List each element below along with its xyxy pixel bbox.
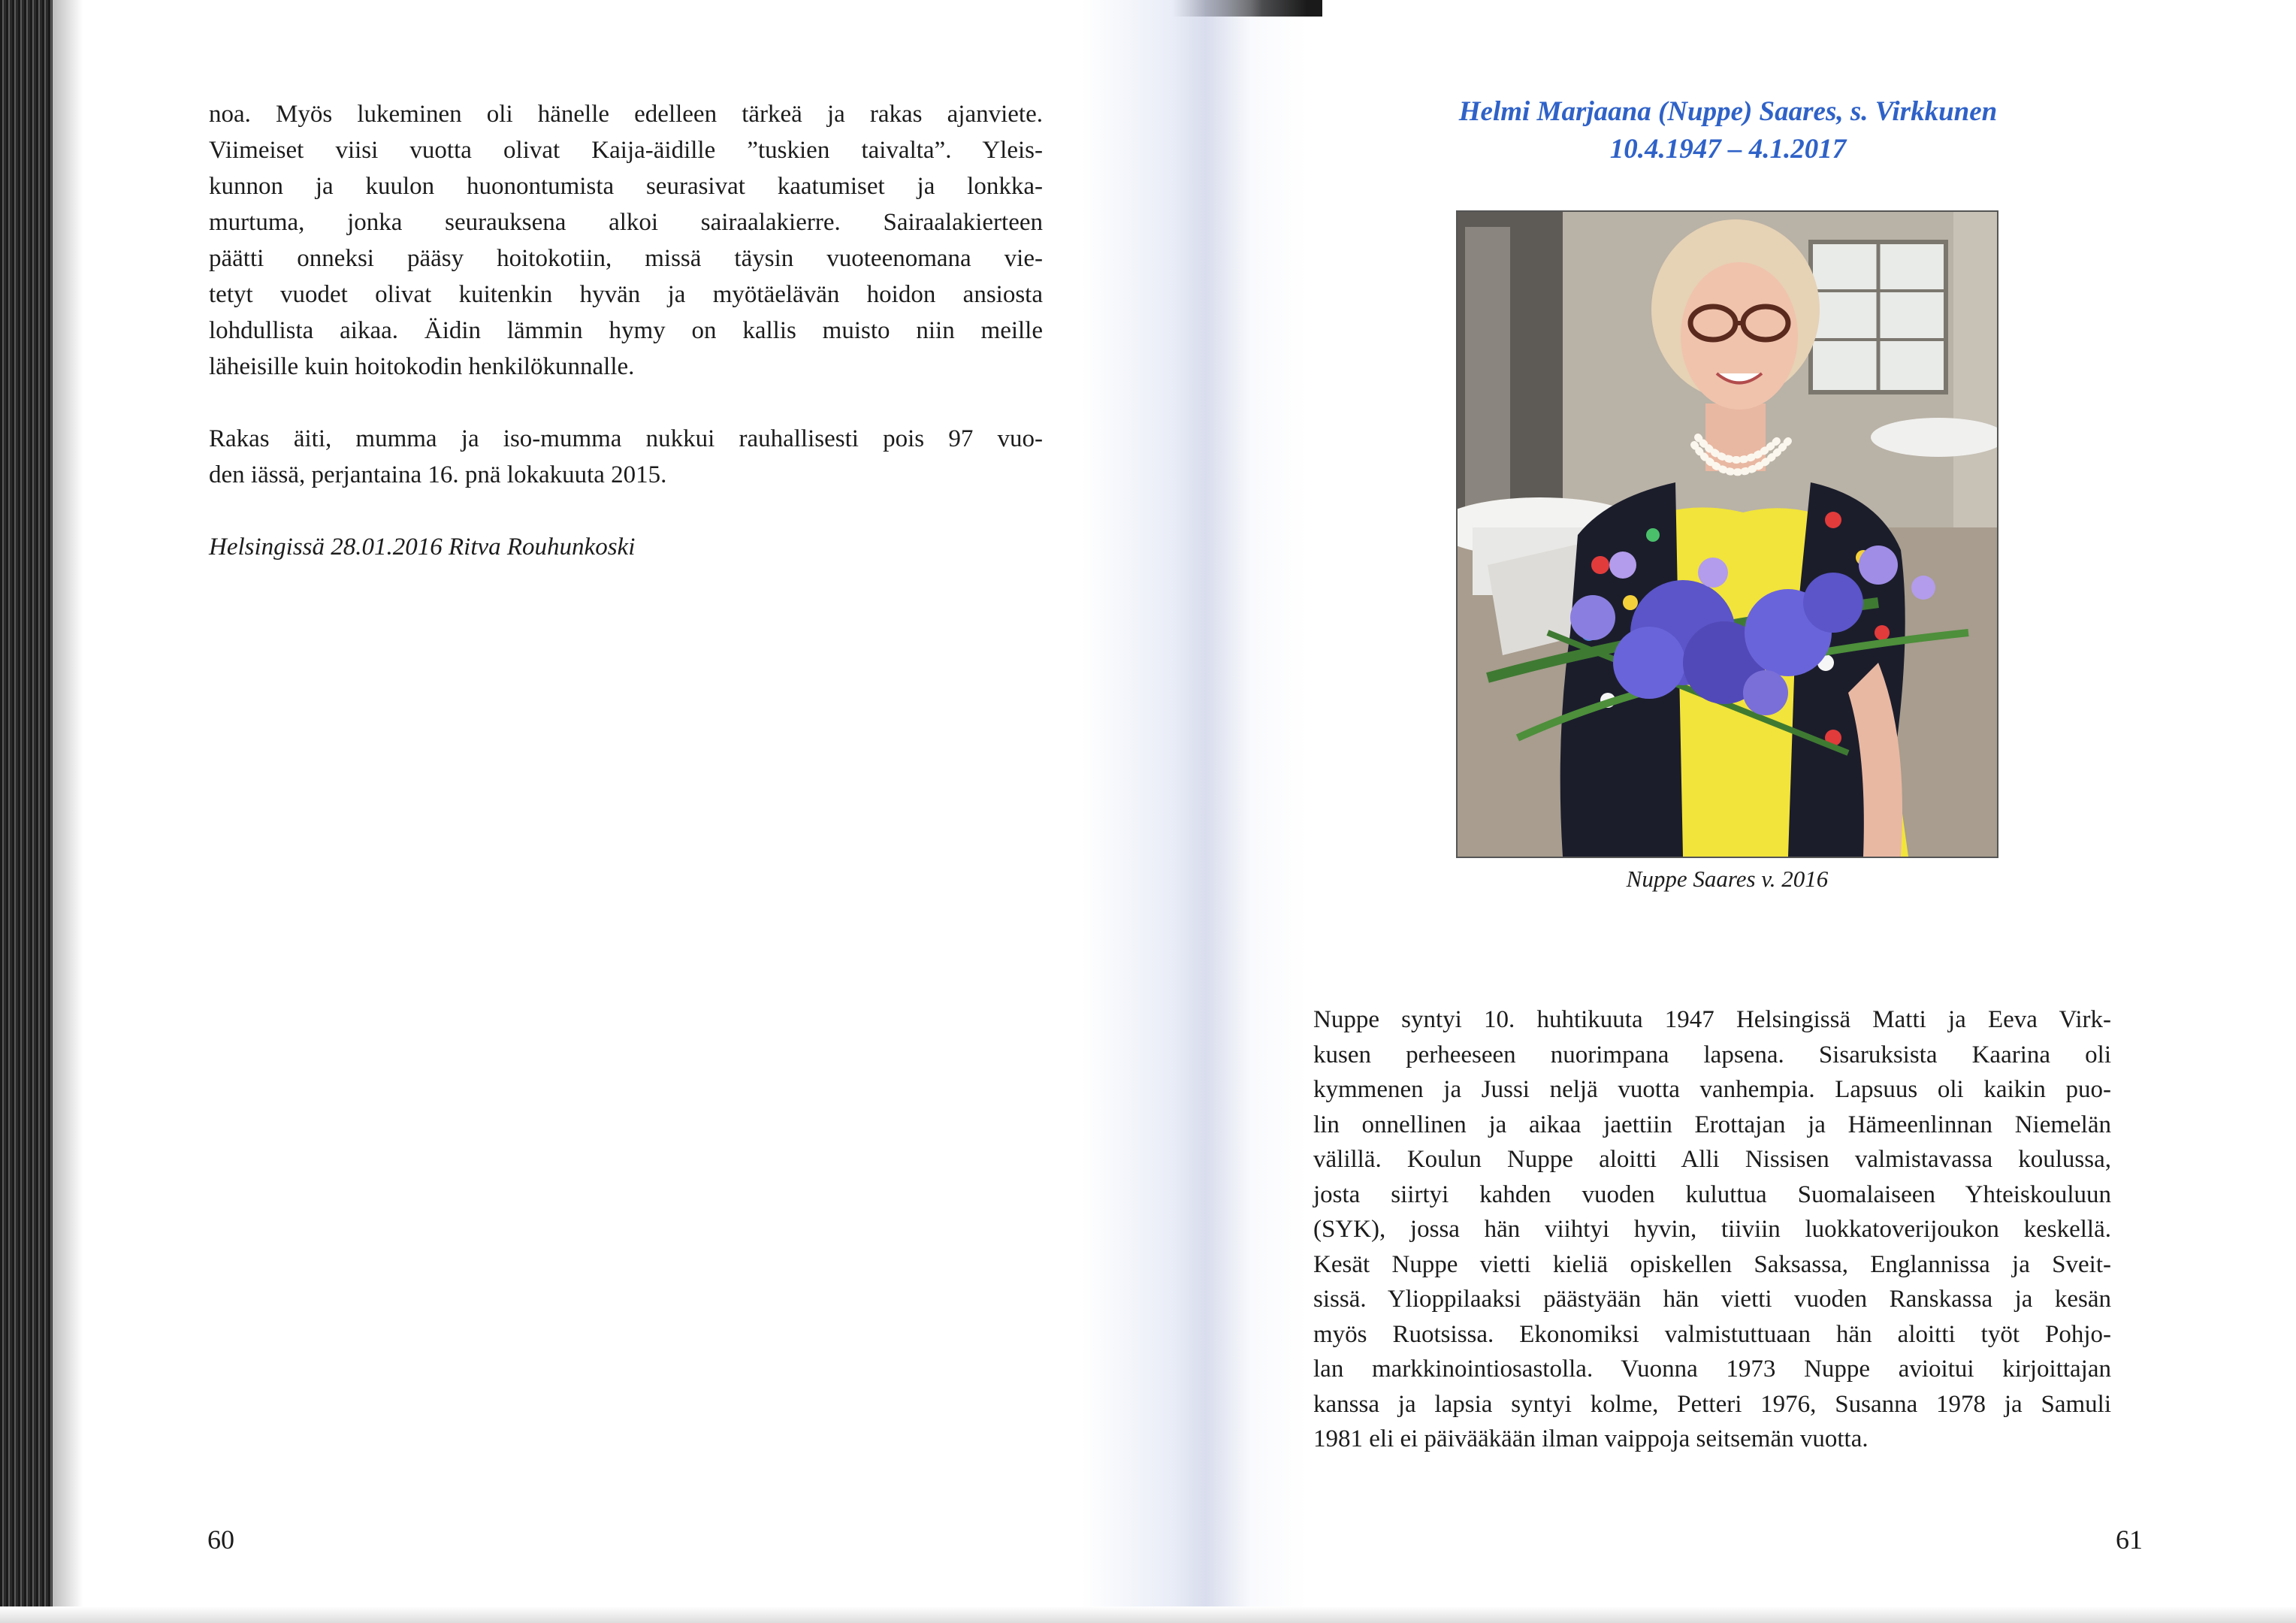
text-line: kusen perheeseen nuorimpana lapsena. Sisaruksista Kaarina oli [1313, 1041, 2111, 1068]
signature: Helsingissä 28.01.2016 Ritva Rouhunkoski [209, 533, 636, 561]
text-line: josta siirtyi kahden vuoden kuluttua Suomalaiseen Yhteiskouluun [1313, 1180, 2111, 1208]
text-line: kymmenen ja Jussi neljä vuotta vanhempia. Lapsuus oli kaikin puo- [1313, 1076, 2111, 1103]
left-paragraph-1 [209, 96, 1043, 385]
text-line: kanssa ja lapsia syntyi kolme, Petteri 1976, Susanna 1978 ja Samuli [1313, 1390, 2111, 1418]
text-line: lohdullista aikaa. Äidin lämmin hymy on kallis muisto niin meille [209, 317, 1043, 344]
text-line: lin onnellinen ja aikaa jaettiin Erottajan ja Hämeenlinnan Niemelän [1313, 1111, 2111, 1138]
text-line: päätti onneksi pääsy hoitokotiin, missä täysin vuoteenomana vie- [209, 245, 1043, 272]
text-line: murtuma, jonka seurauksena alkoi sairaalakierre. Sairaalakierteen [209, 209, 1043, 236]
page-number-right: 61 [2116, 1525, 2143, 1555]
spine-gutter [1082, 0, 1307, 1623]
text-line: läheisille kuin hoitokodin henkilökunnalle. [209, 353, 635, 380]
right-paragraph [1313, 1002, 2111, 1457]
text-line: Nuppe syntyi 10. huhtikuuta 1947 Helsingissä Matti ja Eeva Virk- [1313, 1006, 2111, 1033]
obituary-title [1307, 93, 2149, 168]
text-line: Kesät Nuppe vietti kieliä opiskellen Saksassa, Englannissa ja Sveit- [1313, 1250, 2111, 1278]
book-edge-shadow [53, 0, 83, 1623]
text-line: Viimeiset viisi vuotta olivat Kaija-äidille ”tuskien taivalta”. Yleis- [209, 137, 1043, 164]
text-line: Rakas äiti, mumma ja iso-mumma nukkui rauhallisesti pois 97 vuo- [209, 425, 1043, 452]
portrait-photo [1456, 210, 1998, 858]
photo-caption: Nuppe Saares v. 2016 [1626, 866, 1829, 892]
text-line: noa. Myös lukeminen oli hänelle edelleen tärkeä ja rakas ajanviete. [209, 101, 1043, 128]
text-line: myös Ruotsissa. Ekonomiksi valmistuttuaan hän aloitti työt Pohjo- [1313, 1320, 2111, 1348]
right-page-text [1313, 1002, 2111, 1457]
title-name: Helmi Marjaana (Nuppe) Saares, s. Virkkunen [1458, 96, 1998, 127]
text-line: lan markkinointiosastolla. Vuonna 1973 Nuppe avioitui kirjoittajan [1313, 1356, 2111, 1383]
book-edge [0, 0, 53, 1623]
text-line: 1981 eli ei päivääkään ilman vaippoja seitsemän vuotta. [1313, 1425, 1869, 1452]
left-paragraph-2 [209, 421, 1043, 493]
text-line: sissä. Ylioppilaaksi päästyään hän vietti vuoden Ranskassa ja kesän [1313, 1286, 2111, 1313]
left-page-text [209, 96, 1043, 565]
text-line: tetyt vuodet olivat kuitenkin hyvän ja myötäelävän hoidon ansiosta [209, 281, 1043, 308]
page-bottom-edge [0, 1606, 2296, 1623]
text-line: välillä. Koulun Nuppe aloitti Alli Nissisen valmistavassa koulussa, [1313, 1146, 2111, 1173]
page-number-left: 60 [207, 1525, 234, 1555]
title-dates: 10.4.1947 – 4.1.2017 [1609, 134, 1847, 165]
text-line: (SYK), jossa hän viihtyi hyvin, tiiviin luokkatoverijoukon keskellä. [1313, 1216, 2111, 1243]
text-line: kunnon ja kuulon huonontumista seurasivat kaatumiset ja lonkka- [209, 173, 1043, 200]
text-line: den iässä, perjantaina 16. pnä lokakuuta 2015. [209, 461, 667, 488]
